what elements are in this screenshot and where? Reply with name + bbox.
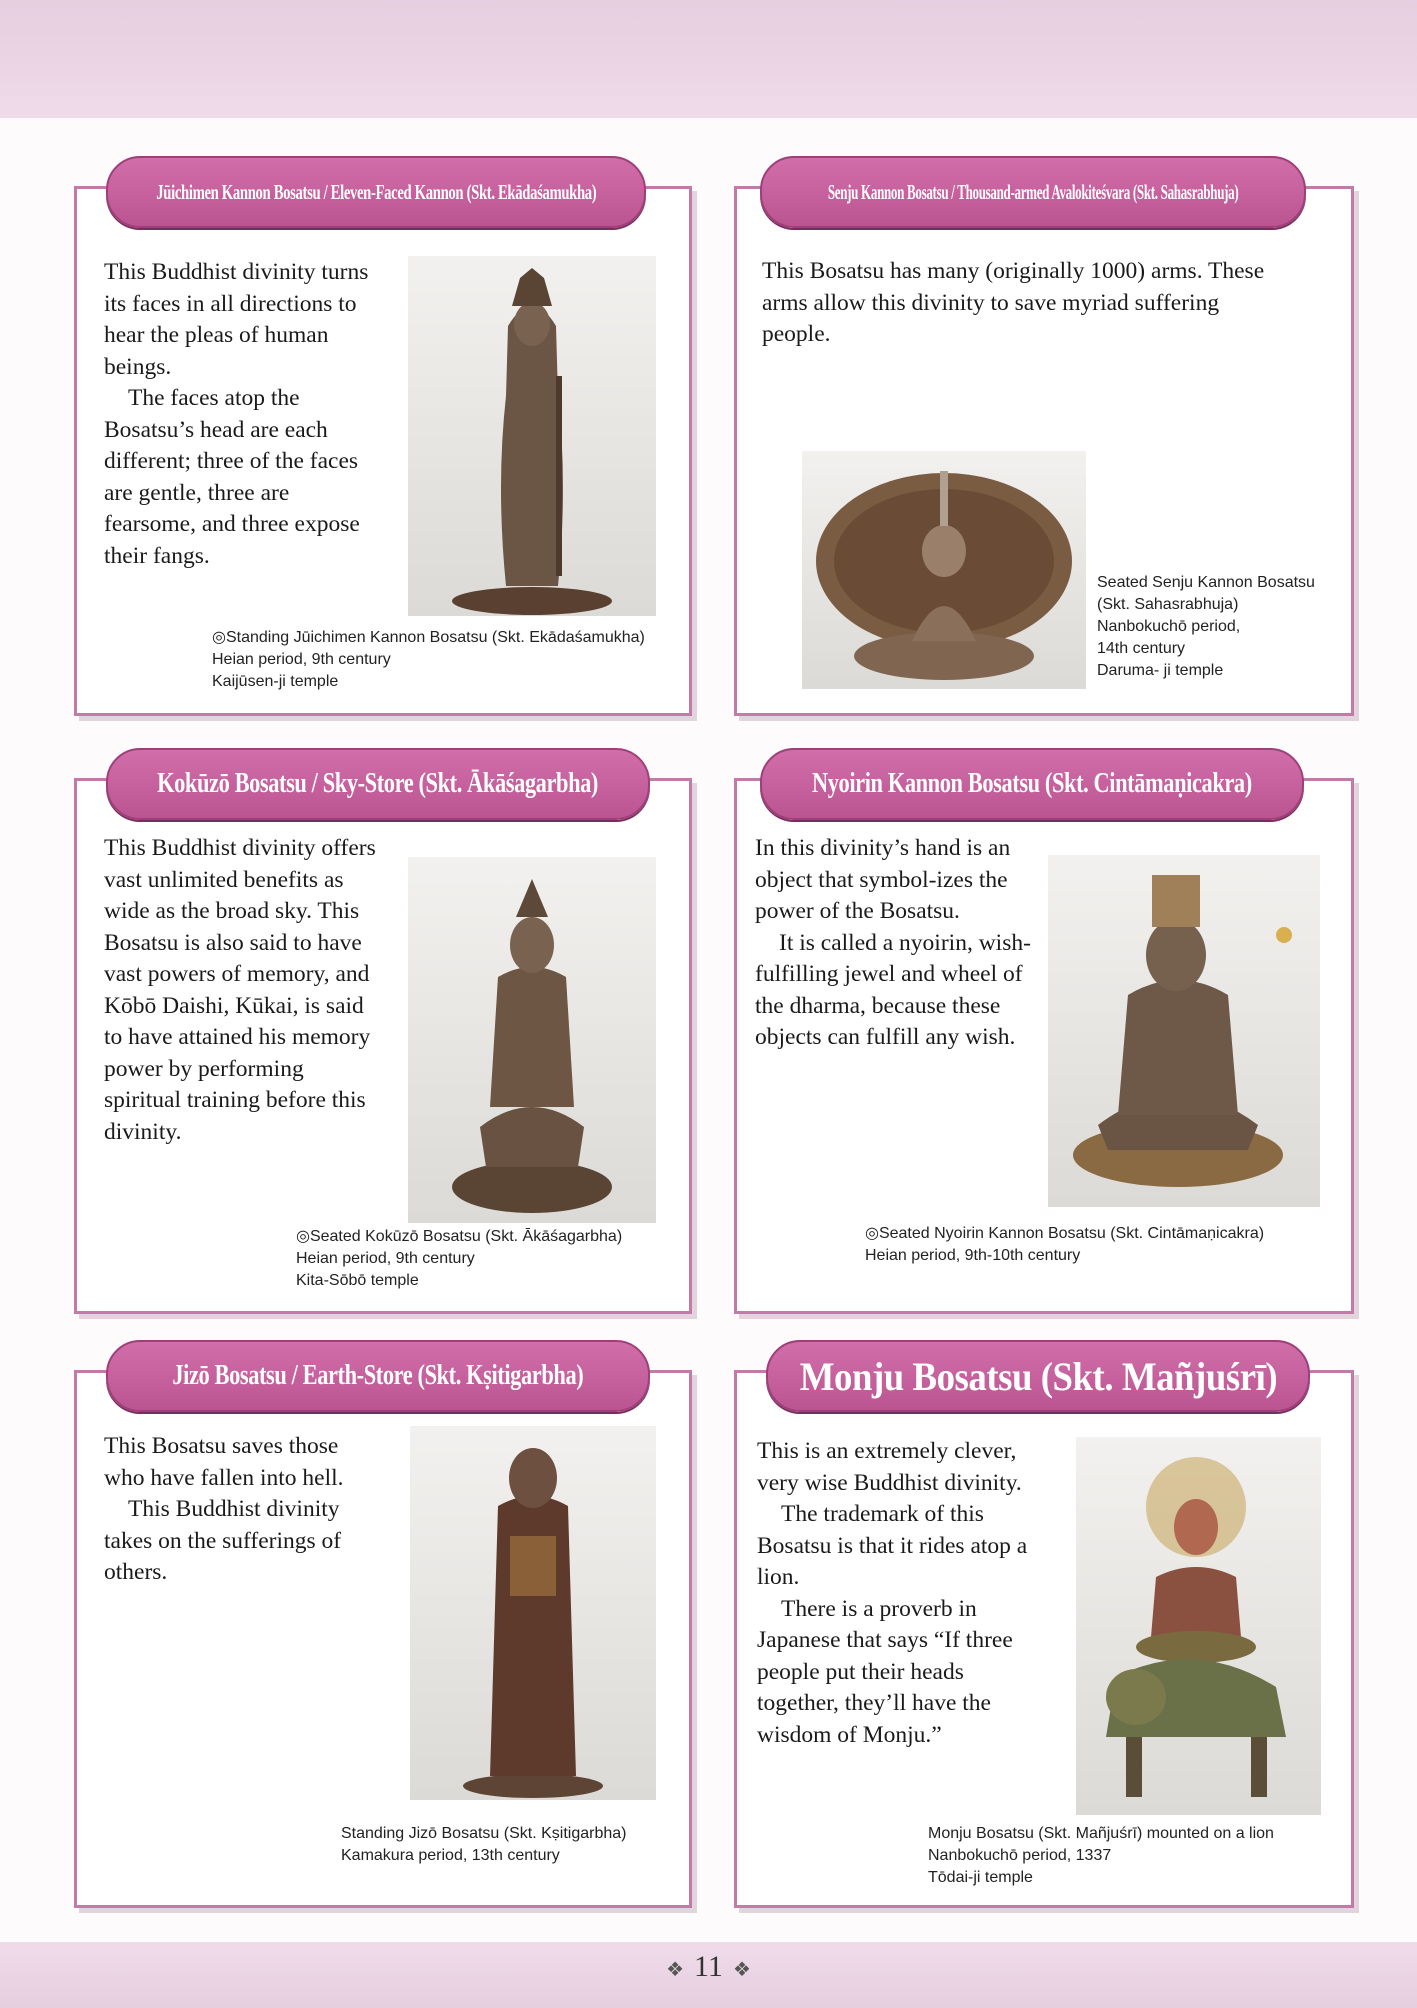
top-band <box>0 0 1417 118</box>
card-caption-nyoirin-kannon: ◎Seated Nyoirin Kannon Bosatsu (Skt. Cintāmaṇicakra) Heian period, 9th-10th century <box>865 1225 1265 1264</box>
card-body-senju-kannon <box>762 256 1292 351</box>
statue-photo-kokuzo <box>408 857 656 1223</box>
paragraph: This is an extremely clever, very wise Buddhist divinity. <box>757 1438 1022 1496</box>
paragraph: The faces atop the Bosatsu’s head are each different; three of the faces are gentle, three are fearsome, and three expose their fangs. <box>104 385 360 569</box>
ornament-icon: ❖ <box>732 1958 751 1981</box>
card-body-kokuzo <box>104 833 384 1148</box>
card-body-monju <box>757 1436 1047 1751</box>
card-title-monju: Monju Bosatsu (Skt. Mañjuśrī) <box>766 1340 1310 1412</box>
statue-photo-juichimen-kannon <box>408 256 656 616</box>
paragraph: This Bosatsu has many (originally 1000) arms. These arms allow this divinity to save myriad suffering people. <box>762 258 1265 347</box>
paragraph: There is a proverb in Japanese that says “If three people put their heads together, they’ll have the wisdom of Monju.” <box>757 1595 1013 1748</box>
paragraph: The trademark of this Bosatsu is that it rides atop a lion. <box>757 1501 1028 1590</box>
statue-photo-nyoirin-kannon <box>1048 855 1320 1207</box>
paragraph: In this divinity’s hand is an object that symbol-izes the power of the Bosatsu. <box>755 835 1011 924</box>
paragraph: This Bosatsu saves those who have fallen into hell. <box>104 1433 344 1491</box>
card-title-nyoirin-kannon: Nyoirin Kannon Bosatsu (Skt. Cintāmaṇicakra) <box>760 748 1304 820</box>
card-body-nyoirin-kannon <box>755 833 1037 1054</box>
paragraph: This Buddhist divinity offers vast unlimited benefits as wide as the broad sky. This Bosatsu is also said to have vast powers of memory, and Kōbō Daishi, Kūkai, is said to have attained his memory power by performing spiritual training before this divinity. <box>104 835 376 1145</box>
card-caption-senju-kannon: Seated Senju Kannon Bosatsu (Skt. Sahasrabhuja) Nanbokuchō period, 14th century Daruma- ji temple <box>1097 574 1315 679</box>
card-body-juichimen-kannon <box>104 257 386 572</box>
card-caption-juichimen-kannon: ◎Standing Jūichimen Kannon Bosatsu (Skt. Ekādaśamukha) Heian period, 9th century Kaijūsen-ji temple <box>212 629 645 690</box>
statue-photo-jizo <box>410 1426 656 1800</box>
ornament-icon: ❖ <box>666 1958 685 1981</box>
card-caption-kokuzo: ◎Seated Kokūzō Bosatsu (Skt. Ākāśagarbha) Heian period, 9th century Kita-Sōbō temple <box>296 1228 623 1289</box>
card-title-kokuzo: Kokūzō Bosatsu / Sky-Store (Skt. Ākāśagarbha) <box>106 748 650 820</box>
card-caption-monju: Monju Bosatsu (Skt. Mañjuśrī) mounted on a lion Nanbokuchō period, 1337 Tōdai-ji temple <box>928 1825 1274 1886</box>
page-number <box>0 1950 1417 1990</box>
card-caption-jizo: Standing Jizō Bosatsu (Skt. Kṣitigarbha) Kamakura period, 13th century <box>341 1825 627 1864</box>
card-title-jizo: Jizō Bosatsu / Earth-Store (Skt. Kṣitigarbha) <box>106 1340 650 1412</box>
card-body-jizo <box>104 1431 384 1589</box>
paragraph: This Buddhist divinity turns its faces in all directions to hear the pleas of human beings. <box>104 259 369 380</box>
paragraph: It is called a nyoirin, wish-fulfilling jewel and wheel of the dharma, because these objects can fulfill any wish. <box>755 929 1031 1050</box>
statue-photo-senju-kannon <box>802 451 1086 689</box>
page-number-value: 11 <box>694 1950 723 1983</box>
paragraph: This Buddhist divinity takes on the sufferings of others. <box>104 1496 342 1585</box>
card-title-senju-kannon: Senju Kannon Bosatsu / Thousand-armed Avalokiteśvara (Skt. Sahasrabhuja) <box>760 156 1306 228</box>
card-title-juichimen-kannon: Jūichimen Kannon Bosatsu / Eleven-Faced Kannon (Skt. Ekādaśamukha) <box>106 156 646 228</box>
statue-photo-monju <box>1076 1437 1321 1815</box>
